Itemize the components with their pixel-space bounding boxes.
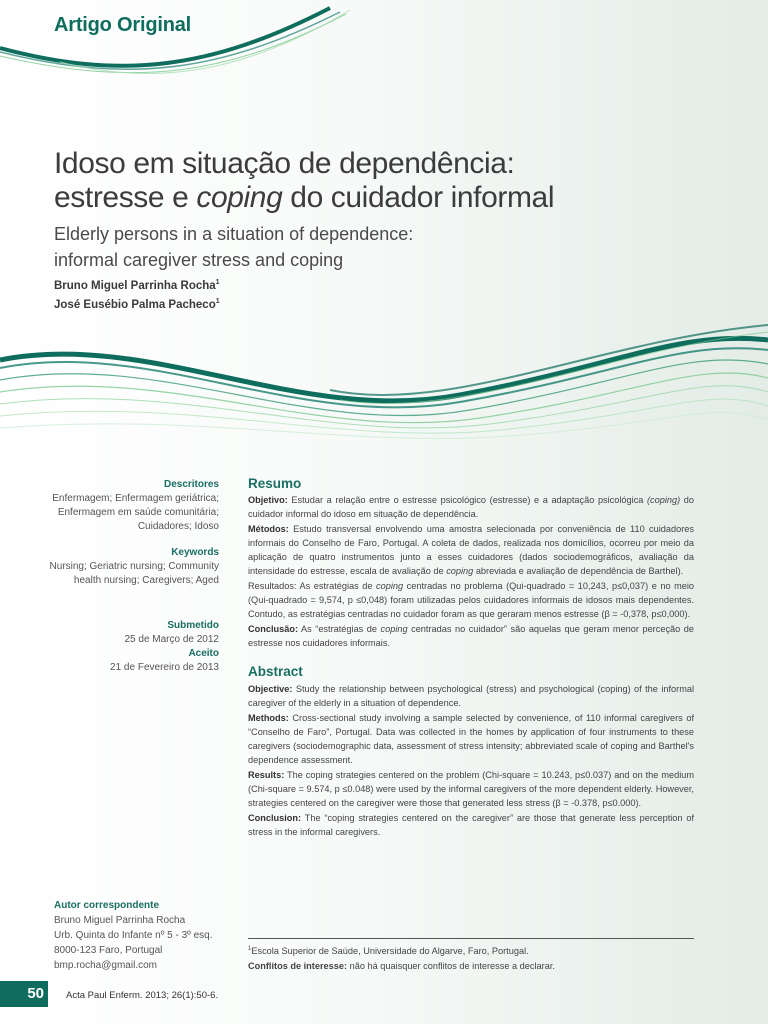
abstract-heading: Abstract (248, 664, 303, 679)
conclusao-emphasis: coping (380, 623, 408, 634)
author-2 (54, 298, 220, 311)
metodos-label: Métodos: (248, 523, 289, 534)
footnote-rule (248, 938, 694, 939)
article-subtitle (54, 221, 714, 273)
mid-wave-decoration (0, 320, 768, 450)
results-label: Results: (248, 769, 285, 780)
conclusao-label: Conclusão: (248, 623, 299, 634)
conclusion-text: The “coping strategies centered on the caregiver” are those that generate less perception of stress in the informal caregivers. (248, 812, 694, 837)
submetido-label: Submetido (167, 620, 219, 631)
objetivo-emphasis: (coping) (646, 495, 681, 505)
descritores-line: Cuidadores; Idoso (137, 521, 219, 532)
corresponding-author-label: Autor correspondente (54, 900, 160, 911)
descritores-block (19, 478, 219, 534)
objetivo-text: Estudar a relação entre o estresse psicológico (estresse) e a adaptação psicológica (287, 495, 647, 505)
conflicts-footnote (248, 959, 694, 974)
metodos-text-end: abreviada e avaliação de dependência de Barthel). (473, 566, 684, 577)
methods-text: Cross-sectional study involving a sample selected by convenience, of 110 informal caregivers of “Conselho de Faro”, Portugal. Data was collected in the homes by application of four instruments to these caregivers (sociodemographic data, assessment of stress intensity; abbreviated scale of coping and Barthel's dependence assessment. (248, 712, 694, 766)
descritores-line: Enfermagem; Enfermagem geriátrica; (52, 493, 219, 504)
submitted-block (19, 619, 219, 675)
author-name: José Eusébio Palma Pacheco (54, 298, 216, 311)
correspondence-email[interactable]: bmp.rocha@gmail.com (54, 960, 157, 971)
conflicts-text: não há quaisquer conflitos de interesse a declarar. (347, 961, 555, 972)
author-name: Bruno Miguel Parrinha Rocha (54, 279, 216, 292)
resultados-text-end: centradas no problema (Qui-quadrado = 10,243, p≤0,037) e no meio (Qui-quadrado = 9,574, p ≤0,048) foram utilizadas pelos cuidadores informais de idosos mais dependentes. Contudo, as estratégias centradas no cuidador foram as que geraram menos estresse (β = -0,378, p≤0,000). (248, 580, 694, 620)
resumo-heading: Resumo (248, 476, 302, 491)
objetivo-text-end: do cuidador informal do idoso em situação de dependência. (248, 495, 694, 520)
resultados-emphasis: coping (376, 580, 404, 591)
keywords-line: Nursing; Geriatric nursing; Community (49, 561, 219, 572)
submetido-date: 25 de Março de 2012 (124, 634, 219, 645)
resultados-text: Resultados: As estratégias de (248, 580, 377, 591)
conclusion-label: Conclusion: (248, 812, 302, 823)
affiliation-text: Escola Superior de Saúde, Universidade do Algarve, Faro, Portugal. (251, 946, 529, 957)
page-number: 50 (0, 981, 48, 1007)
correspondence-line: Urb. Quinta do Infante nº 5 - 3º esq. (54, 930, 213, 941)
author-1 (54, 279, 220, 292)
objective-text: Study the relationship between psychological (stress) and psychological (coping) of the informal caregiver of the elderly in a situation of dependence. (248, 684, 694, 709)
subtitle-line-1: Elderly persons in a situation of dependence: (54, 224, 414, 244)
keywords-block (19, 546, 219, 588)
conclusao-text: As “estratégias de (298, 623, 381, 634)
conflicts-label: Conflitos de interesse: (248, 961, 348, 972)
resumo-body (248, 493, 694, 650)
aceito-date: 21 de Fevereiro de 2013 (110, 662, 219, 673)
conclusao-text-end: centradas no cuidador” são aquelas que geram menor perceção de estresse nos cuidadores informais. (248, 623, 694, 648)
keywords-line: health nursing; Caregivers; Aged (73, 575, 219, 586)
section-label: Artigo Original (54, 14, 192, 36)
article-title (54, 147, 714, 215)
affil-mark: 1 (248, 946, 252, 952)
objective-label: Objective: (248, 684, 293, 694)
objetivo-label: Objetivo: (248, 495, 288, 505)
correspondence-line: 8000-123 Faro, Portugal (54, 945, 163, 956)
keywords-label: Keywords (171, 547, 219, 558)
correspondence-line: Bruno Miguel Parrinha Rocha (54, 915, 186, 926)
descritores-label: Descritores (163, 479, 219, 490)
results-text: The coping strategies centered on the problem (Chi-square = 10.243, p≤0.037) and on the medium (Chi-square = 9.574, p ≤0.048) were used by the informal caregivers of the more dependent elderly. However, strategies centered on the caregiver were those that generated less stress (β = -0.378, p≤0.000). (248, 769, 694, 809)
abstract-body (248, 682, 694, 839)
title-line-2b: do cuidador informal (282, 181, 555, 214)
footnotes (248, 942, 694, 974)
author-affil-mark: 1 (215, 298, 220, 305)
title-line-2-emphasis: coping (196, 181, 283, 214)
affiliation-footnote (248, 942, 694, 959)
journal-citation: Acta Paul Enferm. 2013; 26(1):50-6. (66, 990, 219, 1001)
descritores-line: Enfermagem em saúde comunitária; (57, 507, 219, 518)
author-affil-mark: 1 (215, 279, 220, 286)
title-line-1: Idoso em situação de dependência: (54, 147, 515, 180)
corresponding-author-block (54, 898, 213, 973)
metodos-emphasis: coping (446, 566, 474, 577)
metodos-text: Estudo transversal envolvendo uma amostra selecionada por conveniência de 110 cuidadores informais do Conselho de Faro, Portugal. A coleta de dados, realizada nos domicílios, ocorreu por meio da aplicação de quatro instrumentos junto a esses cuidadores (dados sociodemográficos, avaliação da intensidade do estresse, escala de avaliação de (248, 523, 694, 577)
subtitle-line-2: informal caregiver stress and coping (54, 250, 344, 270)
methods-label: Methods: (248, 712, 289, 723)
aceito-label: Aceito (188, 648, 219, 659)
title-line-2a: estresse e (54, 181, 197, 214)
